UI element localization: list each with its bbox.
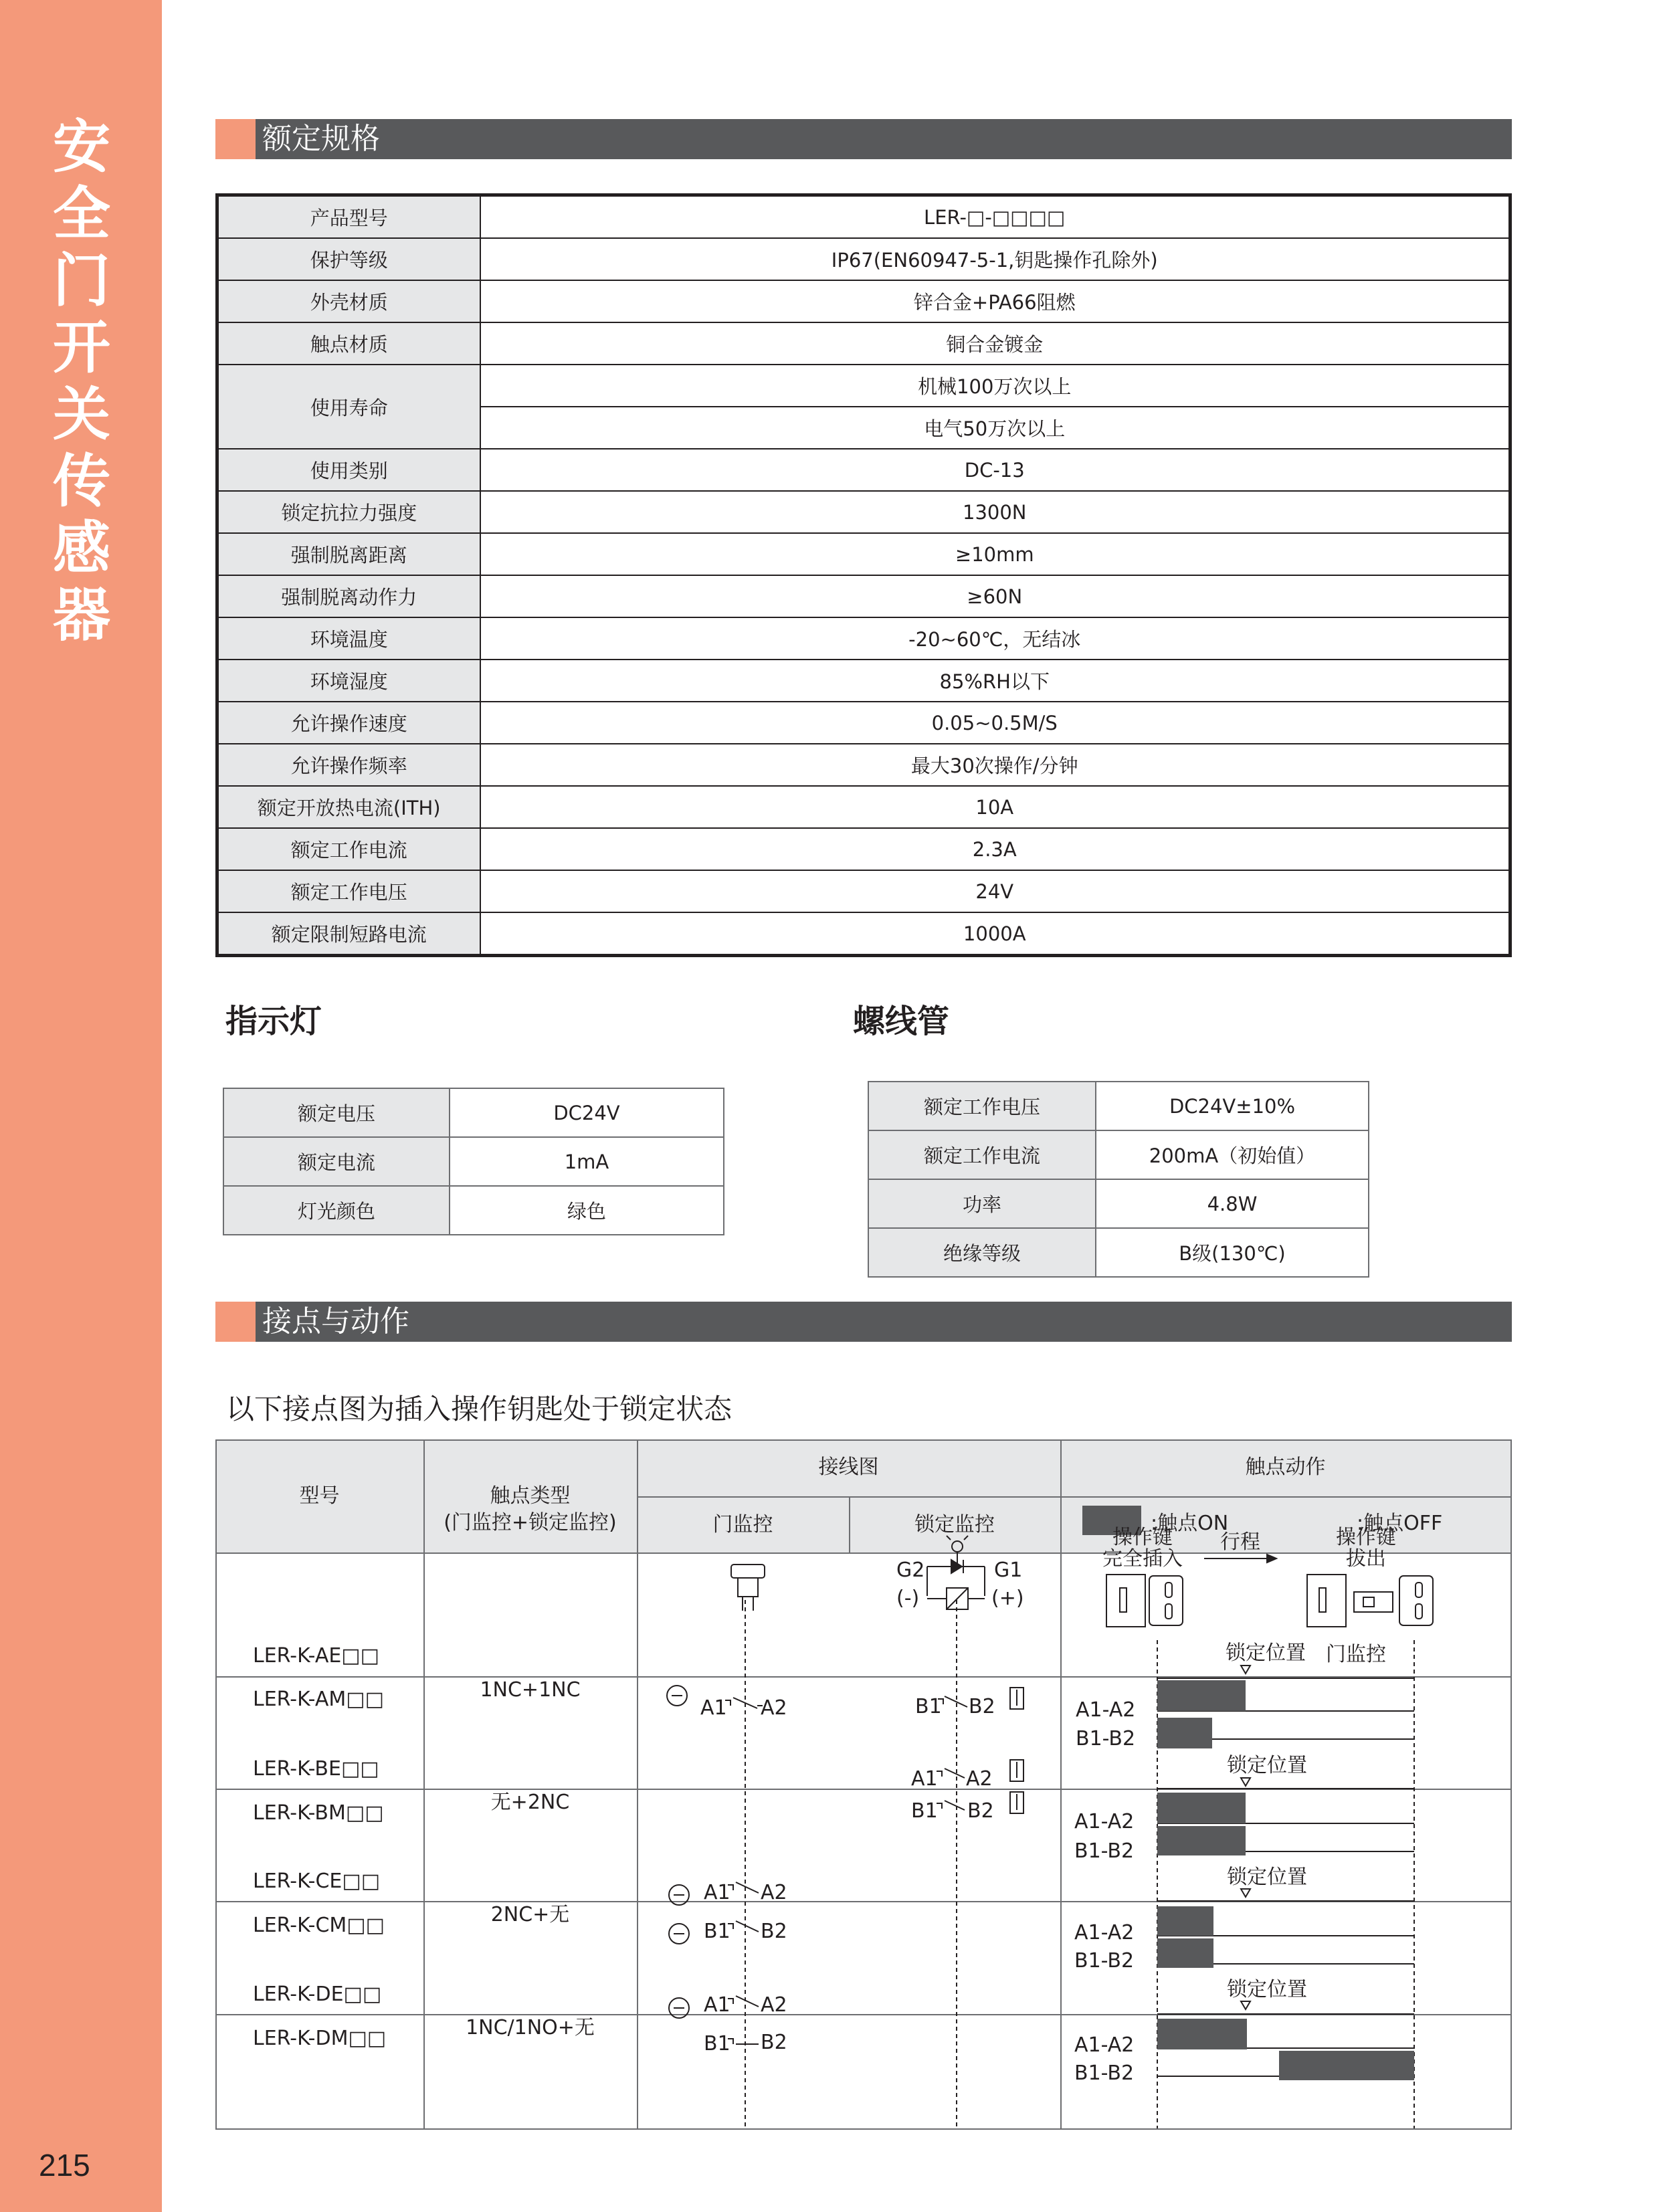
terminal-b2: B2 (967, 1799, 994, 1823)
legend-off-label: :触点OFF (1357, 1512, 1443, 1535)
signal-b1b2: B1-B2 (1074, 1949, 1135, 1973)
g1-sign: (+) (991, 1587, 1024, 1610)
key-inserted-state-icon (1106, 1575, 1183, 1627)
row-value: 绿色 (450, 1186, 724, 1235)
row-label: 产品型号 (217, 195, 480, 239)
terminal-a2: A2 (966, 1767, 993, 1791)
wiring-lock-row1 (938, 1688, 1023, 1709)
model-am: LER-K-AM□□ (253, 1688, 384, 1711)
row-label: 额定电压 (223, 1088, 450, 1137)
header-wiring: 接线图 (818, 1455, 879, 1479)
on-bar-row1-b (1157, 1718, 1212, 1748)
table-row (217, 238, 1510, 280)
signal-b1b2: B1-B2 (1074, 1839, 1135, 1863)
model-cm: LER-K-CM□□ (253, 1914, 385, 1937)
on-bar-row1-a (1157, 1680, 1246, 1711)
table-row (217, 280, 1510, 322)
header-model: 型号 (299, 1484, 340, 1508)
table-row (217, 575, 1510, 617)
table-row (217, 912, 1510, 956)
row-value: DC24V±10% (1096, 1082, 1369, 1130)
table-row (217, 660, 1510, 702)
solenoid-symbol-icon (927, 1536, 985, 1609)
table-row (868, 1130, 1369, 1179)
header-contact-type-sub: (门监控+锁定监控) (444, 1511, 617, 1534)
contact-type-ce: 2NC+无 (490, 1903, 570, 1926)
g2-label: G2 (896, 1559, 925, 1582)
table-row (217, 533, 1510, 575)
contacts-note: 以下接点图为插入操作钥匙处于锁定状态 (226, 1393, 733, 1425)
model-be: LER-K-BE□□ (253, 1757, 379, 1781)
signal-a1a2: A1-A2 (1074, 2033, 1135, 2057)
sidebar-title: 安全门开关传感器 (53, 114, 110, 649)
row-value: 电气50万次以上 (480, 407, 1510, 449)
table-row (868, 1228, 1369, 1277)
contact-diagrams (215, 1439, 1512, 2130)
table-row (217, 449, 1510, 491)
lock-position-label: 锁定位置 (1227, 1978, 1307, 2001)
signal-a1a2: A1-A2 (1074, 1921, 1135, 1944)
table-row (217, 828, 1510, 870)
row-label: 额定电流 (223, 1137, 450, 1186)
row-label: 强制脱离距离 (217, 533, 480, 575)
table-row (217, 870, 1510, 912)
row-value: 4.8W (1096, 1179, 1369, 1228)
stroke-arrow-icon (1204, 1554, 1276, 1563)
table-row (223, 1137, 724, 1186)
table-row (217, 786, 1510, 828)
row-value: 机械100万次以上 (480, 365, 1510, 407)
key-symbol-icon (731, 1565, 765, 1611)
table-row (868, 1082, 1369, 1130)
model-de: LER-K-DE□□ (253, 1983, 382, 2006)
table-row (217, 491, 1510, 533)
header-lock: 锁定监控 (914, 1513, 995, 1536)
table-row (223, 1186, 724, 1235)
row-label: 使用寿命 (217, 365, 480, 449)
section-title-rated: 额定规格 (262, 122, 380, 156)
contact-type-ae: 1NC+1NC (480, 1678, 581, 1702)
row-value: 0.05~0.5M/S (480, 702, 1510, 744)
row-label: 功率 (868, 1179, 1096, 1228)
row-label: 强制脱离动作力 (217, 575, 480, 617)
section-accent (215, 1302, 256, 1342)
row-value: 最大30次操作/分钟 (480, 744, 1510, 786)
row-label: 锁定抗拉力强度 (217, 491, 480, 533)
table-row (217, 365, 1510, 407)
signal-a1a2: A1-A2 (1074, 1810, 1135, 1833)
row-label: 额定开放热电流(ITH) (217, 786, 480, 828)
row-label: 绝缘等级 (868, 1228, 1096, 1277)
table-row (217, 744, 1510, 786)
model-bm: LER-K-BM□□ (253, 1801, 384, 1825)
header-action: 触点动作 (1245, 1455, 1326, 1479)
terminal-a1: A1 (704, 1993, 730, 2017)
page-number: 215 (39, 2148, 90, 2183)
header-door: 门监控 (712, 1513, 773, 1536)
row-value: B级(130℃) (1096, 1228, 1369, 1277)
model-ae: LER-K-AE□□ (253, 1644, 379, 1668)
lock-position-label: 锁定位置 (1226, 1641, 1306, 1665)
row-label: 环境湿度 (217, 660, 480, 702)
dashed-guides (745, 1600, 1414, 2128)
indicator-title: 指示灯 (225, 1003, 322, 1040)
table-row (217, 195, 1510, 239)
row-value: DC24V (450, 1088, 724, 1137)
row-label: 触点材质 (217, 322, 480, 365)
terminal-a2: A2 (761, 1993, 787, 2017)
on-bar-row3-b (1157, 1938, 1213, 1968)
row-label: 允许操作频率 (217, 744, 480, 786)
contacts-table (215, 1439, 1512, 2130)
row-value: 铜合金镀金 (480, 322, 1510, 365)
stroke-label: 行程 (1220, 1530, 1260, 1554)
row-value: 1300N (480, 491, 1510, 533)
g2-sign: (-) (896, 1587, 920, 1610)
row-value: LER-□-□□□□ (480, 195, 1510, 239)
table-row (217, 322, 1510, 365)
terminal-b2: B2 (761, 2031, 787, 2054)
wiring-lock-row2 (937, 1760, 1023, 1813)
on-bar-row2-b (1157, 1826, 1246, 1855)
section-bar-rated (215, 119, 1512, 159)
row-label: 额定工作电压 (868, 1082, 1096, 1130)
row-value: -20~60℃，无结冰 (480, 617, 1510, 660)
section-bar-contacts (215, 1302, 1512, 1342)
key-removed-state-icon (1307, 1575, 1433, 1627)
row-label: 额定工作电流 (217, 828, 480, 870)
row-label: 允许操作速度 (217, 702, 480, 744)
row-label: 额定工作电压 (217, 870, 480, 912)
solenoid-table (868, 1081, 1369, 1278)
row-value: 200mA（初始值） (1096, 1130, 1369, 1179)
section-accent (215, 119, 256, 159)
spec-table (215, 193, 1512, 957)
row-value: ≥60N (480, 575, 1510, 617)
key-removed-label-2: 拔出 (1346, 1547, 1386, 1571)
terminal-a1: A1 (700, 1696, 727, 1720)
terminal-b2: B2 (761, 1920, 787, 1943)
g1-label: G1 (994, 1559, 1023, 1582)
terminal-b2: B2 (969, 1695, 995, 1718)
row-value: DC-13 (480, 449, 1510, 491)
header-contact-type: 触点类型 (490, 1484, 571, 1508)
terminal-a1: A1 (704, 1881, 730, 1904)
terminal-b1: B1 (704, 1920, 730, 1943)
terminal-a2: A2 (761, 1881, 787, 1904)
row-value: IP67(EN60947-5-1,钥匙操作孔除外) (480, 238, 1510, 280)
key-inserted-label-2: 完全插入 (1102, 1547, 1183, 1571)
terminal-b1: B1 (704, 2032, 730, 2055)
model-ce: LER-K-CE□□ (253, 1870, 381, 1893)
row-value: 2.3A (480, 828, 1510, 870)
row-value: 85%RH以下 (480, 660, 1510, 702)
terminal-b1: B1 (915, 1695, 942, 1718)
terminal-b1: B1 (911, 1799, 938, 1823)
row-label: 灯光颜色 (223, 1186, 450, 1235)
lock-position-label: 锁定位置 (1227, 1866, 1307, 1889)
table-row (217, 617, 1510, 660)
row-value: 1mA (450, 1137, 724, 1186)
row-value: 锌合金+PA66阻燃 (480, 280, 1510, 322)
row-label: 外壳材质 (217, 280, 480, 322)
row-label: 额定工作电流 (868, 1130, 1096, 1179)
on-bar-row2-a (1157, 1793, 1246, 1823)
row-label: 使用类别 (217, 449, 480, 491)
indicator-table (223, 1088, 724, 1235)
table-row (223, 1088, 724, 1137)
row-value: 24V (480, 870, 1510, 912)
on-bar-row3-a (1157, 1906, 1213, 1936)
legend-on-label: :触点ON (1151, 1512, 1229, 1535)
section-title-contacts: 接点与动作 (262, 1304, 409, 1338)
model-dm: LER-K-DM□□ (253, 2027, 387, 2050)
key-inserted-label: 操作键 (1112, 1526, 1173, 1549)
solenoid-title: 螺线管 (853, 1003, 950, 1040)
signal-b1b2: B1-B2 (1076, 1727, 1136, 1750)
wiring-door-row1 (667, 1686, 763, 1708)
row-label: 环境温度 (217, 617, 480, 660)
row-value: ≥10mm (480, 533, 1510, 575)
lock-position-label: 锁定位置 (1227, 1754, 1307, 1777)
terminal-a1: A1 (911, 1767, 938, 1791)
on-bar-row4-b (1279, 2051, 1414, 2080)
row-label: 保护等级 (217, 238, 480, 280)
terminal-a2: A2 (761, 1696, 787, 1720)
row-label: 额定限制短路电流 (217, 912, 480, 956)
door-monitor-label: 门监控 (1326, 1643, 1386, 1666)
table-row (868, 1179, 1369, 1228)
key-removed-label: 操作键 (1336, 1526, 1396, 1549)
row-value: 1000A (480, 912, 1510, 956)
signal-a1a2: A1-A2 (1076, 1698, 1136, 1722)
signal-b1b2: B1-B2 (1074, 2062, 1135, 2085)
row-value: 10A (480, 786, 1510, 828)
contact-type-de: 1NC/1NO+无 (466, 2016, 595, 2039)
contact-type-be: 无+2NC (490, 1791, 570, 1814)
table-row (217, 702, 1510, 744)
sidebar (0, 0, 162, 2212)
on-bar-row4-a (1157, 2019, 1247, 2049)
